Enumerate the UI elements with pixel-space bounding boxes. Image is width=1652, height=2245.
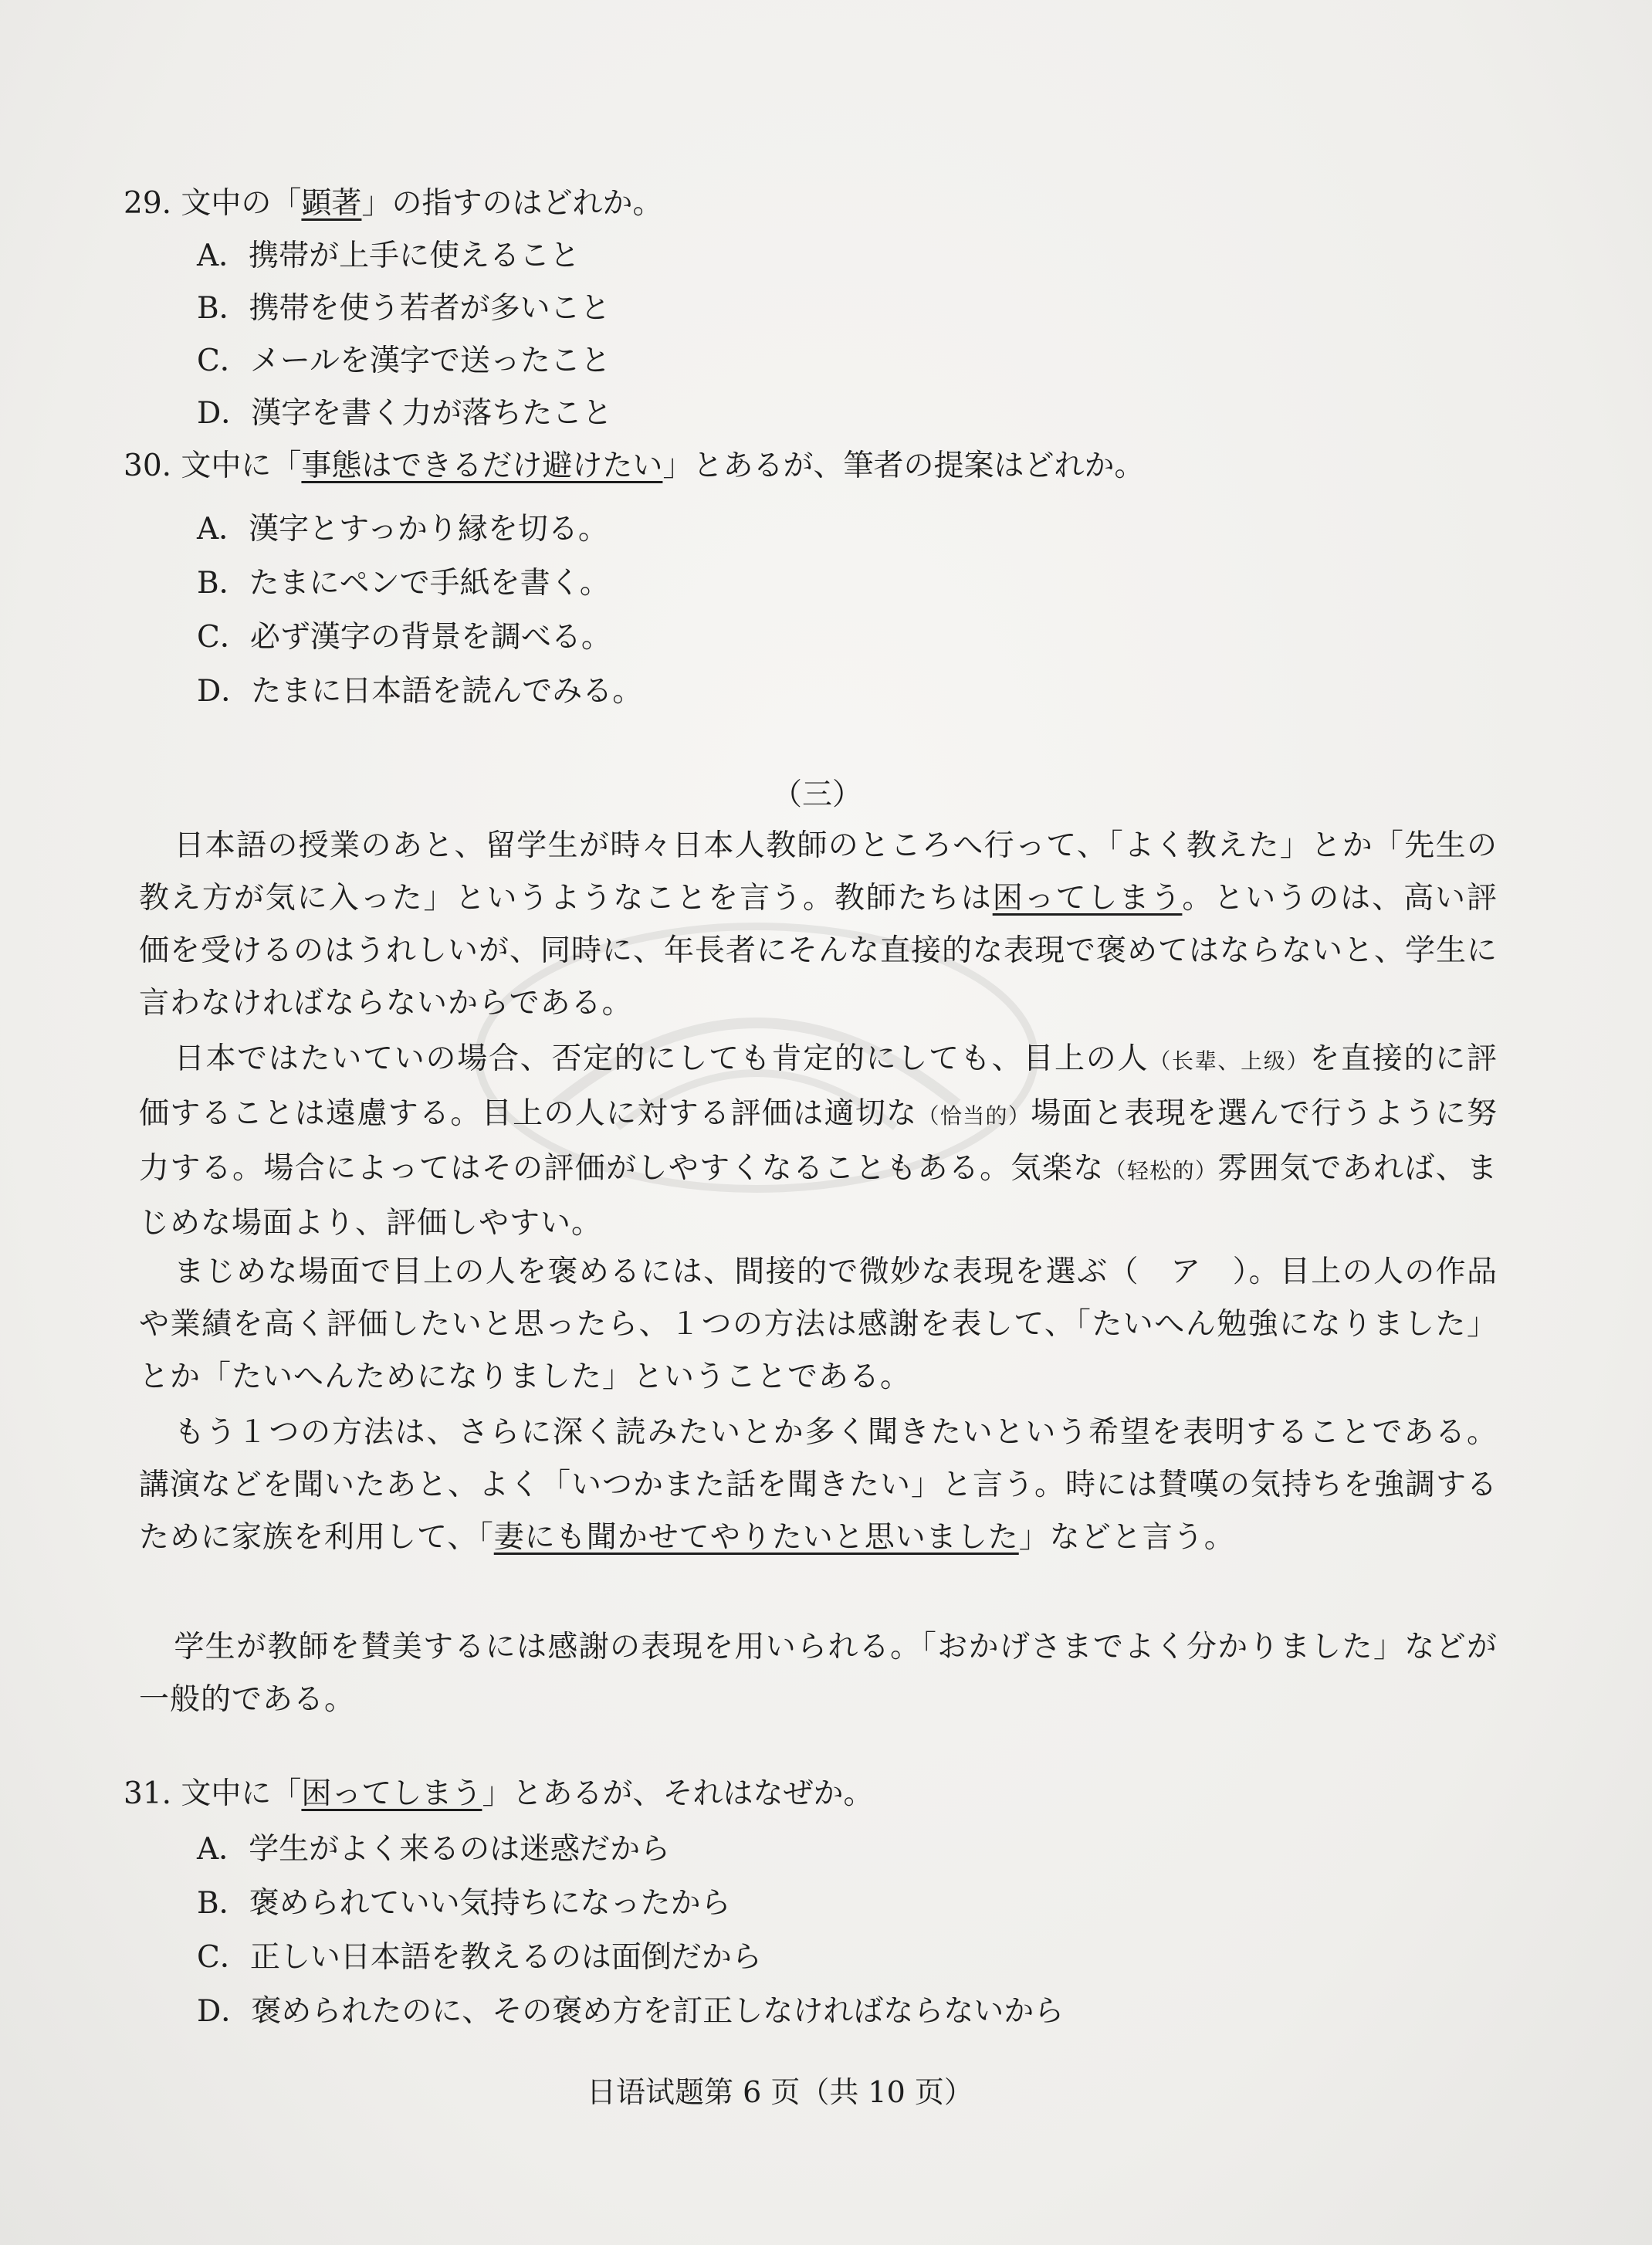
question-31-option-d[interactable]: D．褒められたのに、その褒め方を訂正しなければならないから: [197, 1994, 1065, 2029]
question-30-option-a[interactable]: A．漢字とすっかり縁を切る。: [197, 512, 608, 547]
passage-p2-note-3: （轻松的）: [1104, 1158, 1218, 1183]
passage-p1-text-a: 日本語の授業のあと、留学生が時々日本人教師のところへ行って、「よく教えた」とか「先生の教え方が気に入った」というようなことを言う。教師たちは: [139, 828, 1498, 916]
passage-p5-text: 学生が教師を賛美するには感謝の表現を用いられる。「おかげさまでよく分かりました」などが一般的である。: [139, 1630, 1498, 1717]
passage-p4-text-b: 」などと言う。: [1018, 1520, 1235, 1555]
section-title: （三）: [772, 777, 863, 812]
question-29-suffix: 」の指すのはどれか。: [361, 186, 663, 221]
question-31-prefix: 31. 文中に「: [124, 1776, 302, 1811]
question-30-prefix: 30. 文中に「: [124, 449, 302, 483]
question-30-option-b[interactable]: B．たまにペンで手紙を書く。: [197, 566, 610, 601]
passage-p2-text-b: を直接的に評価することは遠慮する。目上の人に対する評価は適切な: [139, 1041, 1498, 1131]
passage-p4-underlined: 妻にも聞かせてやりたいと思いました: [493, 1520, 1019, 1555]
question-29: [124, 178, 662, 230]
question-30-suffix: 」とあるが、筆者の提案はどれか。: [662, 449, 1145, 483]
page-footer: 日语试题第 6 页（共 10 页）: [587, 2075, 973, 2109]
passage-p4-text-a: もう１つの方法は、さらに深く読みたいとか多く聞きたいという希望を表明することである。講演などを聞いたあと、よく「いつかまた話を聞きたい」と言う。時には賛嘆の気持ちを強調するために家族を利用して、「: [139, 1415, 1498, 1555]
question-29-option-b[interactable]: B．携帯を使う若者が多いこと: [197, 291, 611, 326]
passage-p1-underlined: 困ってしまう: [992, 881, 1183, 916]
question-29-option-c[interactable]: C．メールを漢字で送ったこと: [197, 344, 611, 378]
question-30: [124, 440, 1144, 493]
question-31-option-c[interactable]: C．正しい日本語を教えるのは面倒だから: [197, 1940, 762, 1975]
question-29-prefix: 29. 文中の「: [124, 186, 302, 221]
question-29-option-a[interactable]: A．携帯が上手に使えること: [197, 239, 581, 273]
question-31-term: 困ってしまう: [301, 1776, 482, 1811]
passage-paragraph-3: [139, 1246, 1498, 1404]
passage-p1-text-b: 。というのは、高い評価を受けるのはうれしいが、同時に、年長者にそんな直接的な表現で褒めてはならないと、学生に言わなければならないからである。: [139, 881, 1498, 1021]
question-31-option-a[interactable]: A．学生がよく来るのは迷惑だから: [197, 1832, 671, 1867]
question-30-option-d[interactable]: D．たまに日本語を読んでみる。: [197, 674, 643, 709]
passage-paragraph-2: [139, 1033, 1498, 1250]
question-31-suffix: 」とあるが、それはなぜか。: [482, 1776, 874, 1811]
question-30-term: 事態はできるだけ避けたい: [301, 449, 663, 483]
passage-paragraph-1: [139, 820, 1498, 1030]
passage-p2-text-d: 雰囲気であれば、まじめな場面より、評価しやすい。: [139, 1151, 1498, 1241]
question-31: [124, 1768, 873, 1820]
passage-p2-text-c: 場面と表現を選んで行うように努力する。場合によってはその評価がしやすくなることもある。気楽な: [139, 1096, 1498, 1186]
question-29-term: 顕著: [301, 186, 362, 221]
passage-p2-text-a: 日本ではたいていの場合、否定的にしても肯定的にしても、目上の人: [174, 1041, 1149, 1076]
question-31-option-b[interactable]: B．褒められていい気持ちになったから: [197, 1886, 731, 1921]
passage-paragraph-4: [139, 1407, 1498, 1564]
passage-p2-note-2: （恰当的）: [917, 1103, 1031, 1129]
question-29-option-d[interactable]: D．漢字を書く力が落ちたこと: [197, 396, 613, 431]
question-30-option-c[interactable]: C．必ず漢字の背景を調べる。: [197, 620, 611, 655]
passage-p3-text: まじめな場面で目上の人を褒めるには、間接的で微妙な表現を選ぶ（ ア ）。目上の人の作品や業績を高く評価したいと思ったら、１つの方法は感謝を表して、「たいへん勉強になりました」とか「たいへんためになりました」ということである。: [139, 1255, 1498, 1394]
passage-p2-note-1: （长辈、上级）: [1149, 1048, 1310, 1074]
passage-paragraph-5: [139, 1621, 1498, 1726]
